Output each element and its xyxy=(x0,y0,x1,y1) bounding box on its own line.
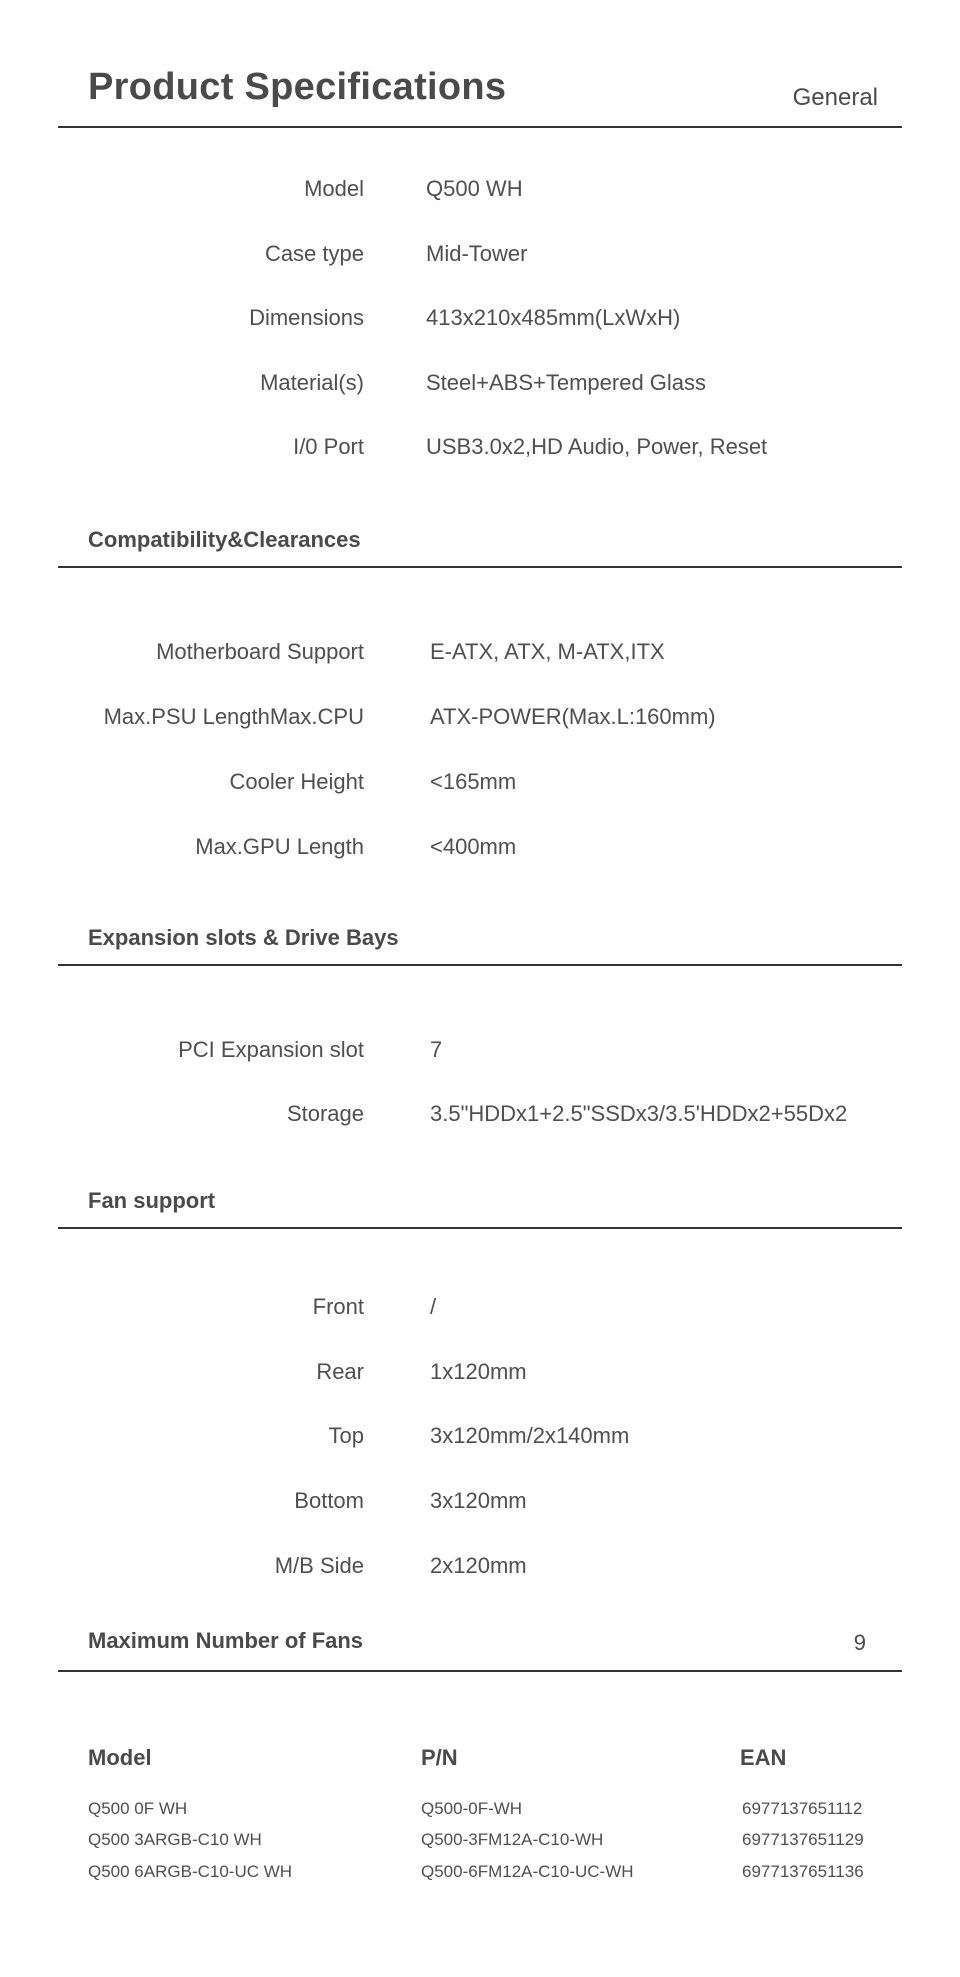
spec-label: Dimensions xyxy=(249,305,364,330)
spec-value: Mid-Tower xyxy=(426,241,528,266)
spec-label: Case type xyxy=(264,241,364,266)
spec-label: Model xyxy=(304,176,364,201)
spec-value: 3x120mm/2x140mm xyxy=(430,1423,630,1448)
spec-label: M/B Side xyxy=(274,1553,364,1578)
spec-label: Front xyxy=(312,1294,364,1319)
column-header-model: Model xyxy=(88,1745,152,1770)
table-cell-pn: Q500-3FM12A-C10-WH xyxy=(421,1830,604,1849)
section-title-compatibility: Compatibility&Clearances xyxy=(88,527,361,552)
section-title-expansion: Expansion slots & Drive Bays xyxy=(88,925,399,950)
section-divider xyxy=(58,964,902,966)
max-fans-value: 9 xyxy=(853,1630,866,1655)
spec-value: / xyxy=(430,1294,437,1319)
column-header-ean: EAN xyxy=(740,1745,787,1770)
spec-value: ATX-POWER(Max.L:160mm) xyxy=(430,704,716,729)
section-title-fan-support: Fan support xyxy=(88,1188,216,1213)
spec-value: 1x120mm xyxy=(430,1359,527,1384)
spec-label: Max.PSU LengthMax.CPU xyxy=(103,704,364,729)
table-cell-ean: 6977137651136 xyxy=(742,1862,864,1881)
section-tag-general: General xyxy=(792,84,878,111)
section-title-max-fans: Maximum Number of Fans xyxy=(88,1628,364,1653)
table-cell-pn: Q500-0F-WH xyxy=(421,1799,523,1818)
spec-value: Steel+ABS+Tempered Glass xyxy=(426,370,707,395)
spec-value: 3.5"HDDx1+2.5"SSDx3/3.5'HDDx2+55Dx2 xyxy=(430,1101,848,1126)
spec-label: Material(s) xyxy=(260,370,364,395)
table-cell-ean: 6977137651129 xyxy=(742,1830,864,1849)
spec-label: Rear xyxy=(316,1359,364,1384)
table-cell-model: Q500 6ARGB-C10-UC WH xyxy=(88,1862,293,1881)
spec-label: Motherboard Support xyxy=(156,639,364,664)
section-divider xyxy=(58,566,902,568)
table-cell-pn: Q500-6FM12A-C10-UC-WH xyxy=(421,1862,634,1881)
spec-value: 413x210x485mm(LxWxH) xyxy=(426,305,681,330)
page-title: Product Specifications xyxy=(88,66,507,108)
table-cell-model: Q500 3ARGB-C10 WH xyxy=(88,1830,262,1849)
spec-value: <400mm xyxy=(430,834,517,859)
spec-value: 2x120mm xyxy=(430,1553,527,1578)
spec-label: Storage xyxy=(286,1101,364,1126)
spec-label: Bottom xyxy=(294,1488,364,1513)
spec-value: E-ATX, ATX, M-ATX,ITX xyxy=(430,639,665,664)
section-divider xyxy=(58,1670,902,1672)
spec-value: 7 xyxy=(430,1037,443,1062)
spec-value: USB3.0x2,HD Audio, Power, Reset xyxy=(426,434,768,459)
spec-label: I/0 Port xyxy=(293,434,364,459)
section-divider xyxy=(58,1227,902,1229)
spec-value: Q500 WH xyxy=(426,176,523,201)
spec-label: Cooler Height xyxy=(229,769,364,794)
header-divider xyxy=(58,126,902,128)
table-cell-model: Q500 0F WH xyxy=(88,1799,188,1818)
spec-value: <165mm xyxy=(430,769,517,794)
column-header-pn: P/N xyxy=(421,1745,458,1770)
spec-value: 3x120mm xyxy=(430,1488,527,1513)
spec-label: Top xyxy=(328,1423,364,1448)
table-cell-ean: 6977137651112 xyxy=(742,1799,863,1818)
spec-label: Max.GPU Length xyxy=(195,834,364,859)
spec-label: PCI Expansion slot xyxy=(178,1037,364,1062)
